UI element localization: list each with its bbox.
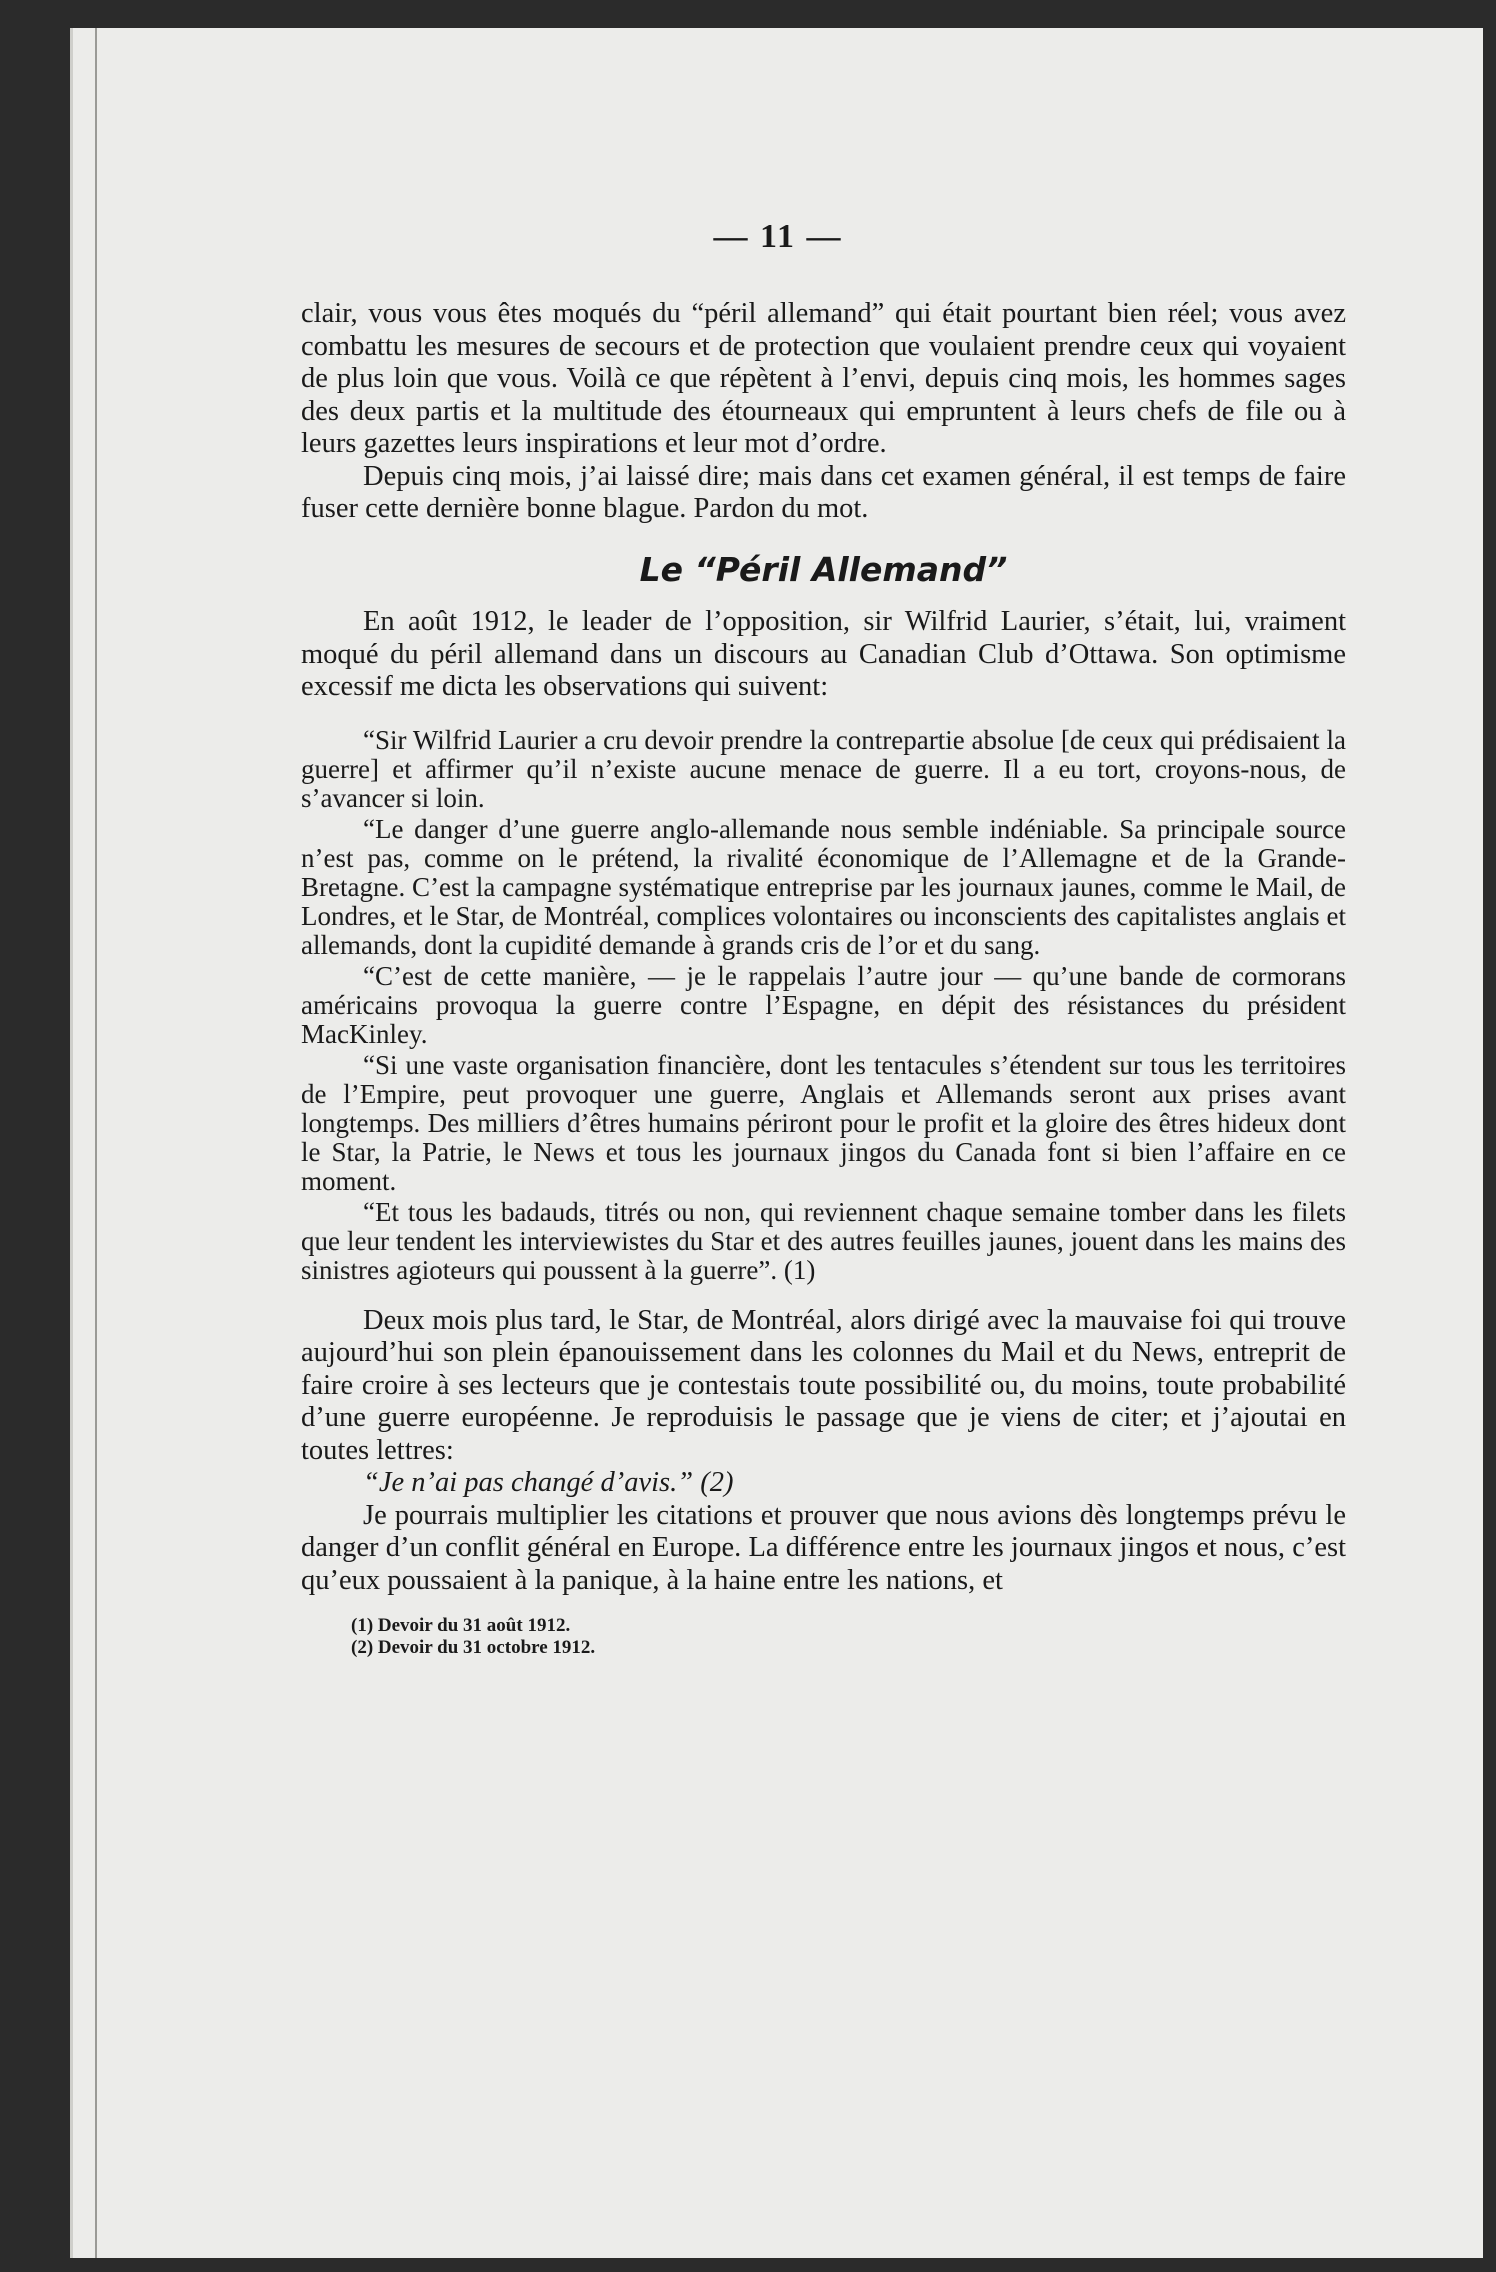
quote-paragraph-2: “Le danger d’une guerre anglo-allemande nous semble indéniable. Sa principale source n’est pas, comme on le prétend, la rivalité économique de l’Allemagne et de la Grande-Bretagne. C’est la campagne systématique entreprise par les journaux jaunes, comme le Mail, de Londres, et le Star, de Montréal, complices volontaires ou inconscients des capitalistes anglais et allemands, dont la cupidité demande à grands cris de l’or et du sang. xyxy=(301,813,1346,960)
footnote-1: (1) Devoir du 31 août 1912. xyxy=(351,1615,571,1636)
paragraph-6: Je pourrais multiplier les citations et prouver que nous avions dès longtemps prévu le danger d’un conflit général en Europe. La différence entre les journaux jingos et nous, c’est qu’eux poussaient à la panique, à la haine entre les nations, et xyxy=(301,1499,1346,1596)
quotation-block xyxy=(301,726,1346,1285)
book-page xyxy=(70,28,1483,2258)
closing-section xyxy=(301,1305,1346,1598)
paragraph-5-quote: “Je n’ai pas changé d’avis.” (2) xyxy=(363,1467,734,1498)
quote-paragraph-5: “Et tous les badauds, titrés ou non, qui reviennent chaque semaine tomber dans les filets que leur tendent les interviewistes du Star et des autres feuilles jaunes, jouent dans les mains des sinistres agioteurs qui poussent à la guerre”. (1) xyxy=(301,1196,1346,1285)
paragraph-3: En août 1912, le leader de l’opposition, sir Wilfrid Laurier, s’était, lui, vraiment moqué du péril allemand dans un discours au Canadian Club d’Ottawa. Son optimisme excessif me dicta les observations qui suivent: xyxy=(301,606,1346,702)
paragraph-1: clair, vous vous êtes moqués du “péril allemand” qui était pourtant bien réel; vous avez combattu les mesures de secours et de protection que voulaient prendre ceux qui voyaient de plus loin que vous. Voilà ce que répètent à l’envi, depuis cinq mois, les hommes sages des deux partis et la multitude des étourneaux qui empruntent à leurs chefs de file ou à leurs gazettes leurs inspirations et leur mot d’ordre. xyxy=(301,298,1346,459)
section-heading: Le “Péril Allemand” xyxy=(639,549,1008,589)
binding-fold-line xyxy=(95,28,97,2258)
page-body xyxy=(301,298,1346,1659)
paragraph-2: Depuis cinq mois, j’ai laissé dire; mais dans cet examen général, il est temps de faire fuser cette dernière bonne blague. Pardon du mot. xyxy=(301,460,1346,524)
quote-paragraph-1: “Sir Wilfrid Laurier a cru devoir prendre la contrepartie absolue [de ceux qui prédisaient la guerre] et affirmer qu’il n’existe aucune menace de guerre. Il a eu tort, croyons-nous, de s’avancer si loin. xyxy=(301,724,1346,813)
footnote-2: (2) Devoir du 31 octobre 1912. xyxy=(351,1637,596,1658)
footnotes xyxy=(351,1615,1346,1659)
paragraph-4: Deux mois plus tard, le Star, de Montréal, alors dirigé avec la mauvaise foi qui trouve aujourd’hui son plein épanouissement dans les colonnes du Mail et du News, entreprit de faire croire à ses lecteurs que je contestais toute possibilité ou, du moins, toute probabilité d’une guerre européenne. Je reproduisis le passage que je viens de citer; et j’ajoutai en toutes lettres: xyxy=(301,1304,1346,1466)
quote-paragraph-3: “C’est de cette manière, — je le rappelais l’autre jour — qu’une bande de cormorans américains provoqua la guerre contre l’Espagne, en dépit des résistances du président MacKinley. xyxy=(301,960,1346,1049)
quote-paragraph-4: “Si une vaste organisation financière, dont les tentacules s’étendent sur tous les territoires de l’Empire, peut provoquer une guerre, Anglais et Allemands seront aux prises avant longtemps. Des milliers d’êtres humains périront pour le profit et la gloire des êtres hideux dont le Star, la Patrie, le News et tous les journaux jingos du Canada font si bien l’affaire en ce moment. xyxy=(301,1049,1346,1196)
page-number: — 11 — xyxy=(713,218,843,255)
